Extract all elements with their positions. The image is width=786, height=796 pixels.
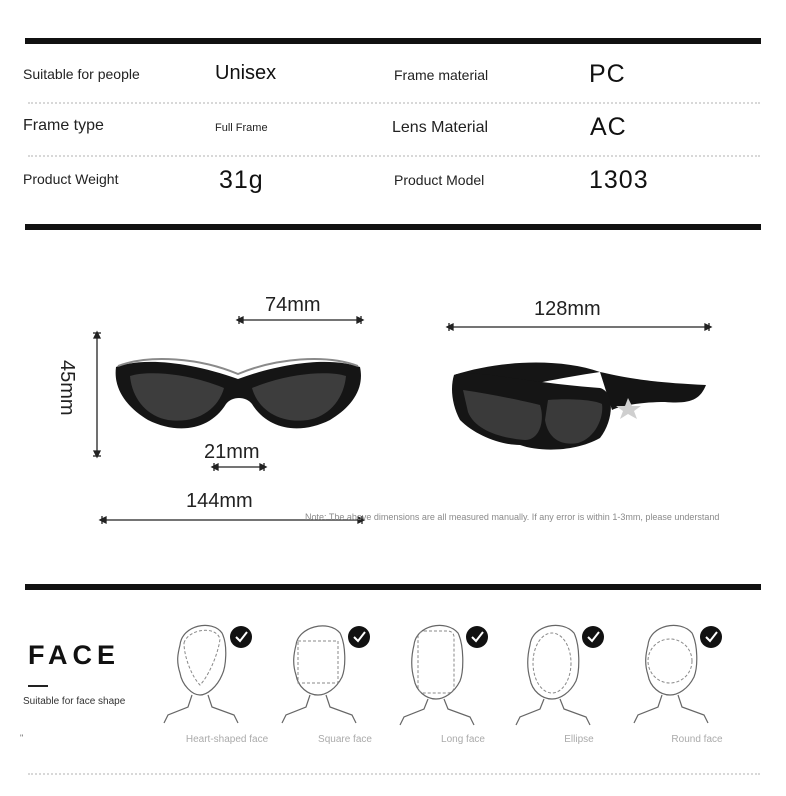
face-shape-square (280, 615, 410, 755)
face-shape-round (632, 615, 762, 755)
face-title-rule (28, 685, 48, 687)
spec-value-ac: AC (590, 113, 627, 141)
face-subtitle: Suitable for face shape (23, 696, 126, 707)
spec-value-full-frame: Full Frame (215, 122, 268, 134)
round-face-icon (632, 615, 762, 730)
spec-value-pc: PC (589, 60, 626, 88)
face-divider-bar (25, 584, 761, 590)
face-shape-long (398, 615, 528, 755)
side-glasses-image (452, 363, 706, 450)
dimension-diagram (0, 280, 786, 530)
front-glasses-image (116, 359, 361, 428)
spec-label-frame-material: Frame material (394, 67, 489, 83)
face-caption: Long face (441, 734, 485, 745)
spec-value-unisex: Unisex (215, 62, 277, 84)
dimension-bridge: 21mm (204, 441, 260, 463)
spec-label-product-weight: Product Weight (23, 171, 119, 187)
spec-value-weight: 31g (219, 166, 264, 194)
measurement-note: Note: The above dimensions are all measured manually. If any error is within 1-3mm, please understand (305, 512, 720, 522)
square-face-icon (280, 615, 410, 730)
long-face-icon (398, 615, 528, 730)
face-caption: Round face (671, 734, 723, 745)
middle-divider-bar (25, 224, 761, 230)
quote-mark: " (20, 733, 24, 743)
spec-label-frame-type: Frame type (23, 117, 104, 134)
row-separator (28, 102, 760, 104)
face-shape-heart (162, 615, 292, 755)
spec-label-product-model: Product Model (394, 172, 485, 188)
dimension-height: 45mm (56, 360, 78, 416)
ellipse-face-icon (514, 615, 644, 730)
dimension-lens-width: 74mm (265, 294, 321, 316)
spec-value-model: 1303 (589, 166, 649, 194)
bottom-separator (28, 773, 760, 775)
face-caption: Heart-shaped face (185, 734, 269, 745)
face-title: FACE (28, 640, 121, 670)
spec-label-suitable-people: Suitable for people (23, 66, 140, 82)
heart-face-icon (162, 615, 292, 730)
top-divider-bar (25, 38, 761, 44)
dimension-arm-length: 128mm (534, 298, 601, 320)
row-separator (28, 155, 760, 157)
face-caption: Ellipse (564, 734, 594, 745)
spec-label-lens-material: Lens Material (392, 119, 489, 136)
dimension-total-width: 144mm (186, 490, 253, 512)
face-caption: Square face (318, 734, 372, 745)
face-shape-ellipse (514, 615, 644, 755)
